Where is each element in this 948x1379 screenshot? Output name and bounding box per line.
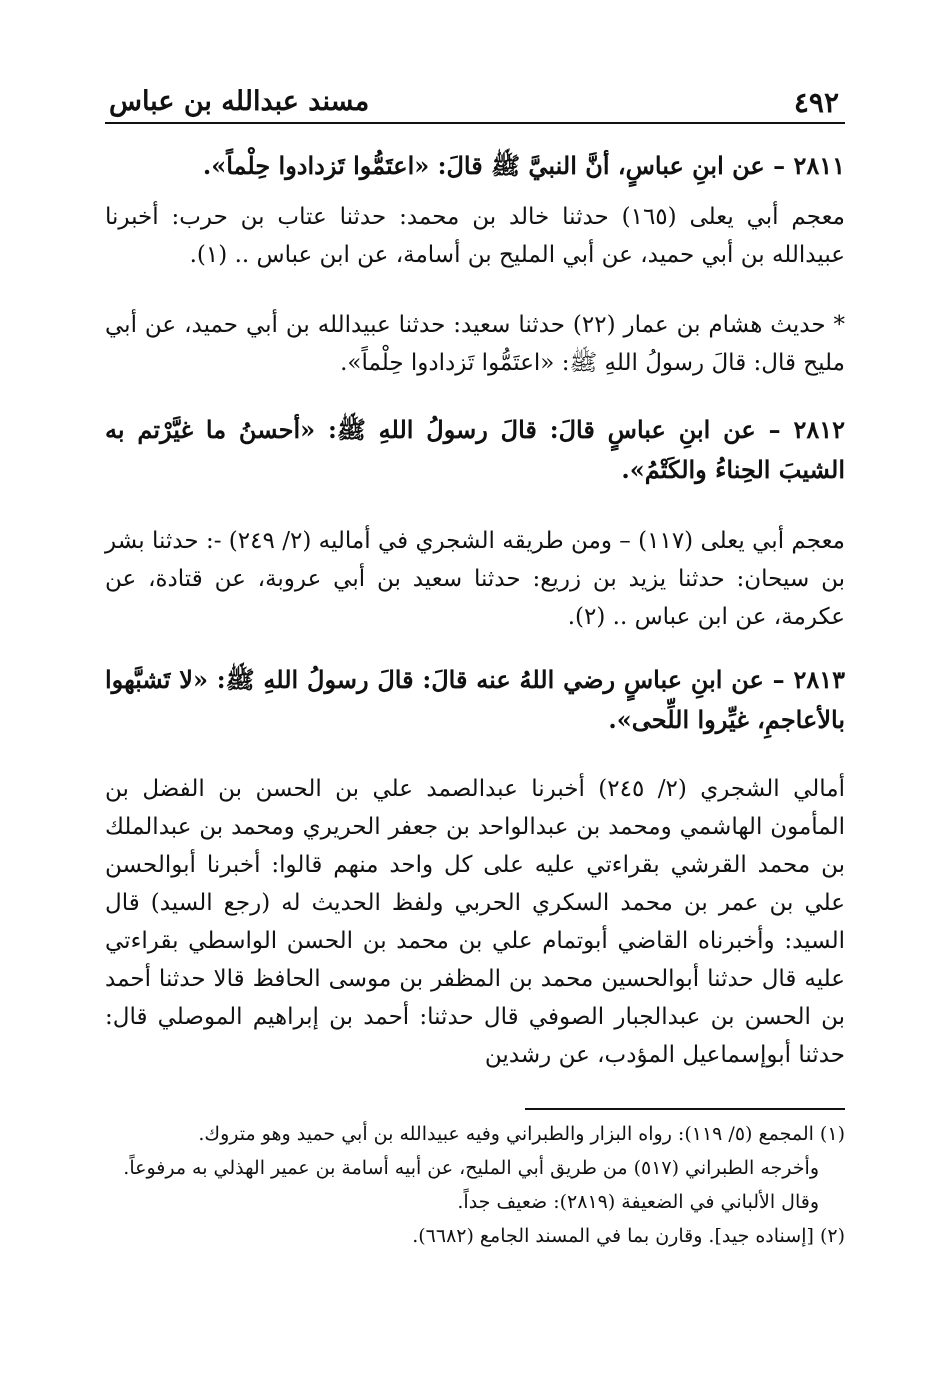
hadith-2812: ٢٨١٢ – عن ابنِ عباسٍ قالَ: قالَ رسولُ اللهِ ﷺ: «أحسنُ ما غيَّرْتم به الشيبَ الحِناءُ والكَتْمُ». [105, 415, 845, 484]
source-paragraph-3: معجم أبي يعلى (١١٧) – ومن طريقه الشجري في أماليه (٢/ ٢٤٩) -: حدثنا بشر بن سيحان: حدثنا يزيد بن زريع: حدثنا سعيد بن أبي عروبة، عن قتادة، عن عكرمة، عن ابن عباس .. (٢). [105, 528, 845, 630]
source-paragraph-1: معجم أبي يعلى (١٦٥) حدثنا خالد بن محمد: حدثنا عتاب بن حرب: أخبرنا عبيدالله بن أبي حميد، عن أبي المليح بن أسامة، عن ابن عباس .. (١). [105, 204, 845, 268]
footnote-1-continuation-2: وقال الألباني في الضعيفة (٢٨١٩): ضعيف جداً. [457, 1191, 819, 1213]
book-page [105, 70, 845, 1360]
source-paragraph-4: أمالي الشجري (٢/ ٢٤٥) أخبرنا عبدالصمد علي بن الحسن بن الفضل بن المأمون الهاشمي ومحمد بن عبدالواحد بن جعفر الحريري ومحمد بن عبدالملك بن محمد القرشي بقراءتي عليه على كل واحد منهم قالوا: أخبرنا أبوالحسن علي بن عمر بن محمد السكري الحربي ولفظ الحديث له (رجع السيد) قال السيد: وأخبرناه القاضي أبوتمام علي بن محمد بن الحسن الواسطي بقراءتي عليه قال حدثنا أبوالحسين محمد بن المظفر بن موسى الحافظ قالا حدثنا أحمد بن الحسن بن عبدالجبار الصوفي قال حدثنا: أحمد بن إبراهيم الموصلي قال: حدثنا أبوإسماعيل المؤدب، عن رشدين [105, 776, 846, 1068]
footnote-2: (٢) [إسناده جيد]. وقارن بما في المسند الجامع (٦٦٨٢). [412, 1225, 845, 1247]
footnote-separator [525, 1108, 845, 1110]
running-title: مسند عبدالله بن عباس [109, 86, 370, 117]
footnote-1-continuation: وأخرجه الطبراني (٥١٧) من طريق أبي المليح، عن أبيه أسامة بن عمير الهذلي به مرفوعاً. [123, 1157, 819, 1179]
page-header [105, 82, 845, 124]
hadith-2813: ٢٨١٣ – عن ابنِ عباسٍ رضي اللهُ عنه قالَ: قالَ رسولُ اللهِ ﷺ: «لا تَشبَّهوا بالأعاجمِ، غيِّروا اللِّحى». [105, 665, 845, 734]
footnote-1: (١) المجمع (٥/ ١١٩): رواه البزار والطبراني وفيه عبيدالله بن أبي حميد وهو متروك. [198, 1123, 845, 1145]
page-number: ٤٩٢ [793, 86, 839, 119]
source-paragraph-2: * حديث هشام بن عمار (٢٢) حدثنا سعيد: حدثنا عبيدالله بن أبي حميد، عن أبي مليح قال: قالَ رسولُ اللهِ ﷺ: «اعتَمُّوا تَزدادوا حِلْماً». [105, 312, 845, 376]
hadith-2811: ٢٨١١ – عن ابنِ عباسٍ، أنَّ النبيَّ ﷺ قالَ: «اعتَمُّوا تَزدادوا حِلْماً». [202, 151, 845, 180]
